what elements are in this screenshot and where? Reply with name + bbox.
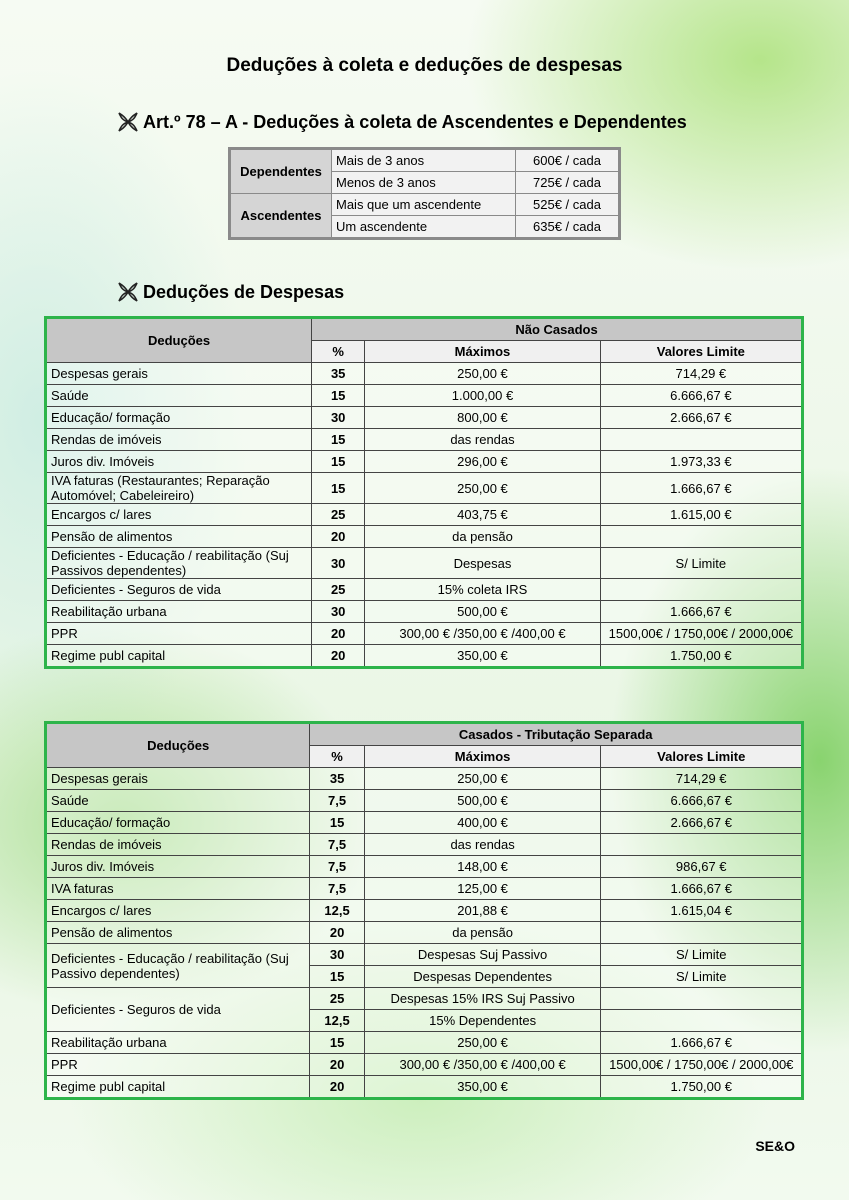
deduction-max: das rendas (364, 834, 601, 856)
footer-logo-text: SE&O (755, 1138, 795, 1154)
deduction-name: Juros div. Imóveis (46, 856, 310, 878)
deduction-pct: 12,5 (310, 1010, 364, 1032)
deduction-limit: S/ Limite (601, 944, 803, 966)
table-row (46, 900, 803, 922)
deduction-max: da pensão (365, 526, 600, 548)
deduction-limit: S/ Limite (601, 966, 803, 988)
row-value: 600€ / cada (516, 149, 620, 172)
row-desc: Menos de 3 anos (332, 172, 516, 194)
section-heading-text: Art.º 78 – A - Deduções à coleta de Ascendentes e Dependentes (143, 111, 687, 132)
deduction-max: 296,00 € (365, 451, 600, 473)
deduction-pct: 35 (310, 768, 364, 790)
table-row (46, 451, 803, 473)
deduction-max: 350,00 € (365, 645, 600, 668)
bullet-flourish-icon (117, 281, 139, 303)
col-header-deducoes: Deduções (46, 723, 310, 768)
deduction-limit: 714,29 € (600, 363, 802, 385)
table-row (46, 363, 803, 385)
deduction-max: da pensão (364, 922, 601, 944)
deduction-pct: 20 (310, 1054, 364, 1076)
deduction-max: das rendas (365, 429, 600, 451)
deduction-pct: 25 (310, 988, 364, 1010)
deduction-limit: 1.666,67 € (600, 473, 802, 504)
row-desc: Mais de 3 anos (332, 149, 516, 172)
row-value: 725€ / cada (516, 172, 620, 194)
group-header: Não Casados (312, 318, 803, 341)
deduction-max: 500,00 € (365, 601, 600, 623)
deduction-name: Deficientes - Educação / reabilitação (Suj Passivos dependentes) (46, 548, 312, 579)
table-row (230, 149, 620, 172)
deduction-pct: 15 (312, 429, 365, 451)
table-row (46, 429, 803, 451)
deduction-pct: 7,5 (310, 790, 364, 812)
deduction-pct: 30 (312, 548, 365, 579)
col-header-pct: % (310, 746, 364, 768)
deduction-pct: 15 (310, 966, 364, 988)
deduction-max: 300,00 € /350,00 € /400,00 € (365, 623, 600, 645)
deduction-pct: 15 (312, 473, 365, 504)
deduction-pct: 7,5 (310, 878, 364, 900)
table-row (46, 1054, 803, 1076)
table-row (46, 385, 803, 407)
deduction-pct: 20 (310, 1076, 364, 1099)
deduction-pct: 7,5 (310, 856, 364, 878)
section-heading-text: Deduções de Despesas (143, 281, 345, 302)
deduction-pct: 25 (312, 504, 365, 526)
deduction-limit: S/ Limite (600, 548, 802, 579)
deduction-pct: 15 (310, 1032, 364, 1054)
deduction-name: Regime publ capital (46, 645, 312, 668)
deduction-limit: 1500,00€ / 1750,00€ / 2000,00€ (600, 623, 802, 645)
table-header-row (46, 318, 803, 341)
deduction-limit: 1.750,00 € (600, 645, 802, 668)
deduction-max: Despesas (365, 548, 600, 579)
deduction-limit (601, 988, 803, 1010)
table-row (230, 194, 620, 216)
deduction-pct: 7,5 (310, 834, 364, 856)
col-header-deducoes: Deduções (46, 318, 312, 363)
table-row (46, 526, 803, 548)
deduction-limit: 1.750,00 € (601, 1076, 803, 1099)
bullet-flourish-icon (117, 111, 139, 133)
deduction-limit: 1500,00€ / 1750,00€ / 2000,00€ (601, 1054, 803, 1076)
deduction-max: 201,88 € (364, 900, 601, 922)
table-row (46, 504, 803, 526)
table-row (46, 878, 803, 900)
deduction-name: Educação/ formação (46, 812, 310, 834)
row-value: 525€ / cada (516, 194, 620, 216)
deduction-name: Educação/ formação (46, 407, 312, 429)
deduction-limit (601, 922, 803, 944)
deduction-name: PPR (46, 1054, 310, 1076)
table-row (46, 548, 803, 579)
table-row (46, 988, 803, 1010)
table-row (46, 1032, 803, 1054)
deduction-name: Reabilitação urbana (46, 601, 312, 623)
deduction-name: Juros div. Imóveis (46, 451, 312, 473)
deduction-max: Despesas Dependentes (364, 966, 601, 988)
deduction-limit: 714,29 € (601, 768, 803, 790)
deduction-max: 400,00 € (364, 812, 601, 834)
deduction-name: Saúde (46, 790, 310, 812)
deduction-max: 125,00 € (364, 878, 601, 900)
table-row (46, 623, 803, 645)
deduction-pct: 25 (312, 579, 365, 601)
deduction-limit: 1.615,04 € (601, 900, 803, 922)
deduction-limit (600, 429, 802, 451)
deduction-name: Saúde (46, 385, 312, 407)
deduction-name: Deficientes - Seguros de vida (46, 579, 312, 601)
deduction-pct: 20 (312, 623, 365, 645)
col-header-max: Máximos (365, 341, 600, 363)
deduction-max: 403,75 € (365, 504, 600, 526)
deduction-name: Pensão de alimentos (46, 922, 310, 944)
deduction-pct: 15 (310, 812, 364, 834)
deduction-max: 1.000,00 € (365, 385, 600, 407)
deduction-pct: 20 (312, 645, 365, 668)
row-desc: Um ascendente (332, 216, 516, 239)
deduction-pct: 15 (312, 385, 365, 407)
group-label: Ascendentes (230, 194, 332, 239)
deduction-max: 250,00 € (365, 363, 600, 385)
deduction-max: 350,00 € (364, 1076, 601, 1099)
deduction-limit: 6.666,67 € (600, 385, 802, 407)
deduction-name: Encargos c/ lares (46, 900, 310, 922)
row-desc: Mais que um ascendente (332, 194, 516, 216)
deduction-name: IVA faturas (Restaurantes; Reparação Automóvel; Cabeleireiro) (46, 473, 312, 504)
deduction-max: 500,00 € (364, 790, 601, 812)
deductions-table-casados (44, 721, 804, 1100)
deduction-limit: 1.666,67 € (601, 878, 803, 900)
deduction-pct: 20 (312, 526, 365, 548)
deduction-name: Rendas de imóveis (46, 429, 312, 451)
table-row (46, 768, 803, 790)
table-row (46, 601, 803, 623)
deduction-limit: 1.973,33 € (600, 451, 802, 473)
deduction-limit (600, 579, 802, 601)
deduction-max: 800,00 € (365, 407, 600, 429)
deduction-name: IVA faturas (46, 878, 310, 900)
col-header-max: Máximos (364, 746, 601, 768)
col-header-lim: Valores Limite (601, 746, 803, 768)
deduction-limit: 1.666,67 € (601, 1032, 803, 1054)
deduction-limit: 2.666,67 € (601, 812, 803, 834)
deduction-name: Deficientes - Seguros de vida (46, 988, 310, 1032)
table-row (46, 856, 803, 878)
deduction-name: Deficientes - Educação / reabilitação (Suj Passivo dependentes) (46, 944, 310, 988)
section-heading-despesas (117, 281, 344, 303)
deduction-pct: 20 (310, 922, 364, 944)
table-row (46, 922, 803, 944)
deduction-max: 250,00 € (364, 768, 601, 790)
deduction-name: Pensão de alimentos (46, 526, 312, 548)
page-title: Deduções à coleta e deduções de despesas (226, 55, 623, 76)
table-row (46, 790, 803, 812)
table-row (46, 645, 803, 668)
section-heading-art78 (117, 111, 687, 133)
deduction-limit (601, 834, 803, 856)
table-row (46, 407, 803, 429)
deduction-name: Despesas gerais (46, 363, 312, 385)
deduction-limit: 986,67 € (601, 856, 803, 878)
table-row (46, 473, 803, 504)
deduction-name: PPR (46, 623, 312, 645)
group-header: Casados - Tributação Separada (310, 723, 803, 746)
deduction-max: 148,00 € (364, 856, 601, 878)
deduction-pct: 30 (310, 944, 364, 966)
deduction-limit (600, 526, 802, 548)
table-row (46, 1076, 803, 1099)
table-row (46, 579, 803, 601)
deduction-pct: 35 (312, 363, 365, 385)
deduction-name: Reabilitação urbana (46, 1032, 310, 1054)
table-header-row (46, 723, 803, 746)
col-header-pct: % (312, 341, 365, 363)
deduction-pct: 12,5 (310, 900, 364, 922)
deduction-max: 15% coleta IRS (365, 579, 600, 601)
deduction-limit: 1.615,00 € (600, 504, 802, 526)
col-header-lim: Valores Limite (600, 341, 802, 363)
deduction-max: 250,00 € (364, 1032, 601, 1054)
deduction-max: 15% Dependentes (364, 1010, 601, 1032)
deduction-limit: 2.666,67 € (600, 407, 802, 429)
table-row (46, 812, 803, 834)
deduction-max: 300,00 € /350,00 € /400,00 € (364, 1054, 601, 1076)
deduction-name: Rendas de imóveis (46, 834, 310, 856)
deduction-name: Regime publ capital (46, 1076, 310, 1099)
deduction-pct: 30 (312, 407, 365, 429)
deduction-limit: 6.666,67 € (601, 790, 803, 812)
deduction-name: Encargos c/ lares (46, 504, 312, 526)
group-label: Dependentes (230, 149, 332, 194)
deduction-max: Despesas Suj Passivo (364, 944, 601, 966)
deduction-limit (601, 1010, 803, 1032)
deduction-pct: 30 (312, 601, 365, 623)
table-row (46, 944, 803, 966)
deduction-max: 250,00 € (365, 473, 600, 504)
deduction-limit: 1.666,67 € (600, 601, 802, 623)
deductions-table-nao-casados (44, 316, 804, 669)
art78-table (228, 147, 621, 240)
table-row (46, 834, 803, 856)
deduction-pct: 15 (312, 451, 365, 473)
deduction-name: Despesas gerais (46, 768, 310, 790)
row-value: 635€ / cada (516, 216, 620, 239)
deduction-max: Despesas 15% IRS Suj Passivo (364, 988, 601, 1010)
